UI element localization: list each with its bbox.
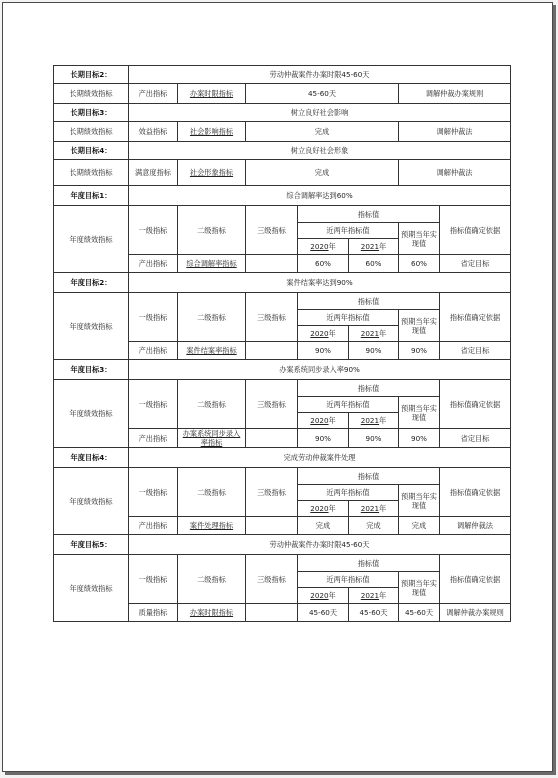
annual-goal-row xyxy=(54,448,511,468)
recent-two-years-header: 近两年指标值 xyxy=(298,223,399,239)
year-2021-header: 2021年 xyxy=(349,413,399,429)
recent-two-years-header: 近两年指标值 xyxy=(298,310,399,326)
basis-cell: 调解仲裁办案规则 xyxy=(399,84,511,104)
level1-cell: 满意度指标 xyxy=(129,160,178,186)
value-2020-cell: 90% xyxy=(298,429,349,448)
level1-cell: 产出指标 xyxy=(129,342,178,360)
long-indicator-row xyxy=(54,84,511,104)
basis-cell: 省定目标 xyxy=(440,342,511,360)
level2-cell: 办案系统同步录入率指标 xyxy=(178,429,246,448)
level2-header: 二级指标 xyxy=(178,380,246,429)
row-label: 年度绩效指标 xyxy=(54,380,129,448)
goal-text: 树立良好社会影响 xyxy=(129,104,511,122)
goal-label: 年度目标3： xyxy=(54,360,129,380)
value-2021-cell: 45-60天 xyxy=(349,604,399,622)
basis-header: 指标值确定依据 xyxy=(440,206,511,255)
expected-cell: 90% xyxy=(399,429,440,448)
level1-header: 一级指标 xyxy=(129,206,178,255)
row-label: 年度绩效指标 xyxy=(54,468,129,535)
row-label: 年度绩效指标 xyxy=(54,555,129,622)
annual-goal-row xyxy=(54,535,511,555)
row-label: 年度绩效指标 xyxy=(54,293,129,360)
goal-text: 劳动仲裁案件办案时限45-60天 xyxy=(129,66,511,84)
goal-label: 年度目标5： xyxy=(54,535,129,555)
basis-cell: 省定目标 xyxy=(440,429,511,448)
goal-label: 长期目标3： xyxy=(54,104,129,122)
expected-header: 预期当年实现值 xyxy=(399,572,440,604)
level3-cell xyxy=(246,604,298,622)
level3-header: 三级指标 xyxy=(246,468,298,517)
level1-cell: 效益指标 xyxy=(129,122,178,142)
level3-header: 三级指标 xyxy=(246,555,298,604)
basis-header: 指标值确定依据 xyxy=(440,380,511,429)
level2-cell: 案件结案率指标 xyxy=(178,342,246,360)
document-page xyxy=(2,2,553,772)
level2-cell: 办案时限指标 xyxy=(178,84,246,104)
expected-header: 预期当年实现值 xyxy=(399,397,440,429)
annual-header-row xyxy=(54,206,511,223)
value-2020-cell: 完成 xyxy=(298,517,349,535)
year-2021-header: 2021年 xyxy=(349,326,399,342)
level2-header: 二级指标 xyxy=(178,468,246,517)
annual-header-row xyxy=(54,380,511,397)
level2-cell: 办案时限指标 xyxy=(178,604,246,622)
long-indicator-row xyxy=(54,160,511,186)
value-2020-cell: 60% xyxy=(298,255,349,273)
indicator-value-header: 指标值 xyxy=(298,293,440,310)
level2-header: 二级指标 xyxy=(178,206,246,255)
value-2021-cell: 60% xyxy=(349,255,399,273)
annual-header-row xyxy=(54,293,511,310)
expected-header: 预期当年实现值 xyxy=(399,310,440,342)
level2-header: 二级指标 xyxy=(178,555,246,604)
year-2020-header: 2020年 xyxy=(298,239,349,255)
level1-cell: 产出指标 xyxy=(129,517,178,535)
performance-goals-table xyxy=(53,65,511,622)
basis-header: 指标值确定依据 xyxy=(440,293,511,342)
goal-label: 年度目标2： xyxy=(54,273,129,293)
level1-cell: 质量指标 xyxy=(129,604,178,622)
value-2020-cell: 45-60天 xyxy=(298,604,349,622)
expected-header: 预期当年实现值 xyxy=(399,223,440,255)
level3-cell xyxy=(246,429,298,448)
recent-two-years-header: 近两年指标值 xyxy=(298,397,399,413)
year-2020-header: 2020年 xyxy=(298,413,349,429)
level2-cell: 案件处理指标 xyxy=(178,517,246,535)
level2-cell: 社会形象指标 xyxy=(178,160,246,186)
level1-header: 一级指标 xyxy=(129,468,178,517)
value-cell: 完成 xyxy=(246,160,399,186)
basis-header: 指标值确定依据 xyxy=(440,468,511,517)
level2-header: 二级指标 xyxy=(178,293,246,342)
row-label: 长期绩效指标 xyxy=(54,160,129,186)
row-label: 年度绩效指标 xyxy=(54,206,129,273)
value-cell: 45-60天 xyxy=(246,84,399,104)
year-2020-header: 2020年 xyxy=(298,501,349,517)
expected-cell: 45-60天 xyxy=(399,604,440,622)
level3-cell xyxy=(246,342,298,360)
year-2020-header: 2020年 xyxy=(298,588,349,604)
basis-cell: 调解仲裁法 xyxy=(440,517,511,535)
level1-header: 一级指标 xyxy=(129,293,178,342)
goal-text: 完成劳动仲裁案件处理 xyxy=(129,448,511,468)
long-goal-row xyxy=(54,66,511,84)
expected-cell: 60% xyxy=(399,255,440,273)
recent-two-years-header: 近两年指标值 xyxy=(298,485,399,501)
goal-label: 年度目标4： xyxy=(54,448,129,468)
indicator-value-header: 指标值 xyxy=(298,206,440,223)
level3-header: 三级指标 xyxy=(246,380,298,429)
annual-header-row xyxy=(54,468,511,485)
level3-cell xyxy=(246,517,298,535)
goal-text: 树立良好社会形象 xyxy=(129,142,511,160)
indicator-value-header: 指标值 xyxy=(298,555,440,572)
value-2021-cell: 完成 xyxy=(349,517,399,535)
goal-text: 综合调解率达到60% xyxy=(129,186,511,206)
basis-header: 指标值确定依据 xyxy=(440,555,511,604)
year-2021-header: 2021年 xyxy=(349,588,399,604)
expected-cell: 完成 xyxy=(399,517,440,535)
year-2021-header: 2021年 xyxy=(349,501,399,517)
level3-header: 三级指标 xyxy=(246,293,298,342)
basis-cell: 调解仲裁法 xyxy=(399,160,511,186)
basis-cell: 调解仲裁办案规则 xyxy=(440,604,511,622)
annual-goal-row xyxy=(54,186,511,206)
indicator-value-header: 指标值 xyxy=(298,468,440,485)
goal-label: 年度目标1： xyxy=(54,186,129,206)
basis-cell: 调解仲裁法 xyxy=(399,122,511,142)
goal-text: 案件结案率达到90% xyxy=(129,273,511,293)
annual-goal-row xyxy=(54,273,511,293)
goal-text: 劳动仲裁案件办案时限45-60天 xyxy=(129,535,511,555)
year-2020-header: 2020年 xyxy=(298,326,349,342)
long-goal-row xyxy=(54,104,511,122)
level1-header: 一级指标 xyxy=(129,555,178,604)
goal-text: 办案系统同步录入率90% xyxy=(129,360,511,380)
value-2020-cell: 90% xyxy=(298,342,349,360)
level1-cell: 产出指标 xyxy=(129,255,178,273)
level2-cell: 综合调解率指标 xyxy=(178,255,246,273)
annual-header-row xyxy=(54,555,511,572)
value-cell: 完成 xyxy=(246,122,399,142)
row-label: 长期绩效指标 xyxy=(54,84,129,104)
long-goal-row xyxy=(54,142,511,160)
level2-cell: 社会影响指标 xyxy=(178,122,246,142)
recent-two-years-header: 近两年指标值 xyxy=(298,572,399,588)
basis-cell: 省定目标 xyxy=(440,255,511,273)
long-indicator-row xyxy=(54,122,511,142)
expected-header: 预期当年实现值 xyxy=(399,485,440,517)
level1-cell: 产出指标 xyxy=(129,429,178,448)
level1-cell: 产出指标 xyxy=(129,84,178,104)
indicator-value-header: 指标值 xyxy=(298,380,440,397)
annual-goal-row xyxy=(54,360,511,380)
value-2021-cell: 90% xyxy=(349,342,399,360)
value-2021-cell: 90% xyxy=(349,429,399,448)
goal-label: 长期目标2： xyxy=(54,66,129,84)
goal-label: 长期目标4： xyxy=(54,142,129,160)
row-label: 长期绩效指标 xyxy=(54,122,129,142)
level1-header: 一级指标 xyxy=(129,380,178,429)
level3-header: 三级指标 xyxy=(246,206,298,255)
expected-cell: 90% xyxy=(399,342,440,360)
level3-cell xyxy=(246,255,298,273)
year-2021-header: 2021年 xyxy=(349,239,399,255)
